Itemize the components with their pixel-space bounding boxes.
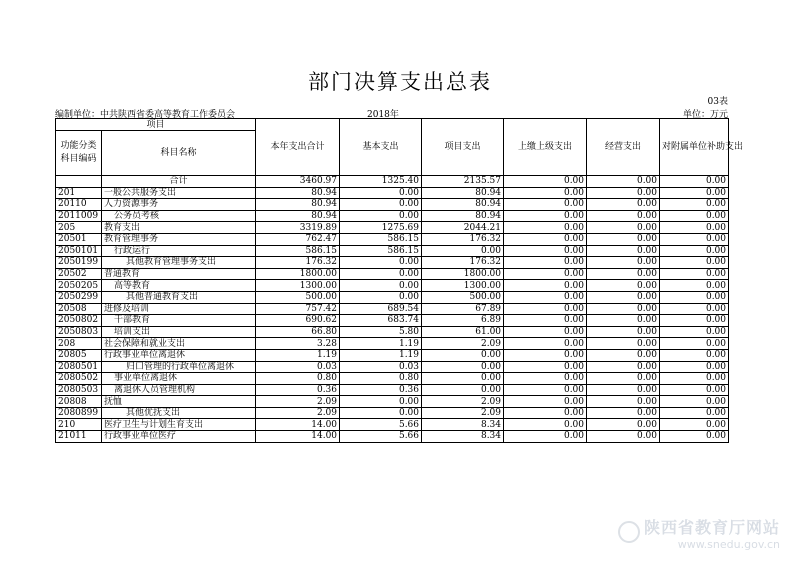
cell-upper: 0.00 bbox=[504, 373, 587, 385]
cell-name: 进修及培训 bbox=[102, 303, 256, 315]
cell-code bbox=[56, 176, 102, 188]
cell-project: 2135.57 bbox=[422, 176, 504, 188]
cell-subsidy: 0.00 bbox=[660, 245, 729, 257]
header-subsidy: 对附属单位补助支出 bbox=[660, 119, 729, 176]
cell-subsidy: 0.00 bbox=[660, 373, 729, 385]
report-year: 2018年 bbox=[367, 110, 399, 120]
table-row bbox=[56, 315, 729, 327]
header-total: 本年支出合计 bbox=[256, 119, 340, 176]
cell-business: 0.00 bbox=[587, 315, 660, 327]
cell-code: 2050199 bbox=[56, 257, 102, 269]
cell-upper: 0.00 bbox=[504, 315, 587, 327]
cell-upper: 0.00 bbox=[504, 233, 587, 245]
cell-total: 2.09 bbox=[256, 396, 340, 408]
cell-total: 1800.00 bbox=[256, 268, 340, 280]
cell-project: 2.09 bbox=[422, 407, 504, 419]
cell-subsidy: 0.00 bbox=[660, 349, 729, 361]
table-row bbox=[56, 349, 729, 361]
org-label: 编制单位：中共陕西省委高等教育工作委员会 bbox=[55, 110, 236, 120]
cell-total: 14.00 bbox=[256, 419, 340, 431]
cell-code: 201 bbox=[56, 187, 102, 199]
cell-total: 2.09 bbox=[256, 407, 340, 419]
cell-upper: 0.00 bbox=[504, 176, 587, 188]
cell-code: 2050205 bbox=[56, 280, 102, 292]
cell-total: 690.62 bbox=[256, 315, 340, 327]
cell-business: 0.00 bbox=[587, 291, 660, 303]
cell-code: 20805 bbox=[56, 349, 102, 361]
cell-code: 2080502 bbox=[56, 373, 102, 385]
cell-project: 6.89 bbox=[422, 315, 504, 327]
cell-subsidy: 0.00 bbox=[660, 303, 729, 315]
cell-name: 社会保障和就业支出 bbox=[102, 338, 256, 350]
cell-name: 普通教育 bbox=[102, 268, 256, 280]
table-row bbox=[56, 419, 729, 431]
cell-project: 80.94 bbox=[422, 210, 504, 222]
table-row bbox=[56, 326, 729, 338]
cell-project: 2.09 bbox=[422, 396, 504, 408]
cell-basic: 0.00 bbox=[340, 396, 422, 408]
cell-subsidy: 0.00 bbox=[660, 257, 729, 269]
cell-basic: 1325.40 bbox=[340, 176, 422, 188]
cell-total: 3319.89 bbox=[256, 222, 340, 234]
cell-subsidy: 0.00 bbox=[660, 210, 729, 222]
cell-upper: 0.00 bbox=[504, 245, 587, 257]
cell-name: 干部教育 bbox=[102, 315, 256, 327]
cell-project: 2044.21 bbox=[422, 222, 504, 234]
cell-total: 3460.97 bbox=[256, 176, 340, 188]
table-row bbox=[56, 338, 729, 350]
cell-subsidy: 0.00 bbox=[660, 280, 729, 292]
cell-upper: 0.00 bbox=[504, 280, 587, 292]
cell-code: 20502 bbox=[56, 268, 102, 280]
cell-subsidy: 0.00 bbox=[660, 384, 729, 396]
cell-upper: 0.00 bbox=[504, 199, 587, 211]
cell-project: 8.34 bbox=[422, 431, 504, 443]
cell-code: 21011 bbox=[56, 431, 102, 443]
header-basic: 基本支出 bbox=[340, 119, 422, 176]
cell-basic: 586.15 bbox=[340, 233, 422, 245]
cell-upper: 0.00 bbox=[504, 303, 587, 315]
cell-upper: 0.00 bbox=[504, 396, 587, 408]
cell-project: 67.89 bbox=[422, 303, 504, 315]
cell-business: 0.00 bbox=[587, 187, 660, 199]
table-row-total bbox=[56, 176, 729, 188]
cell-project: 500.00 bbox=[422, 291, 504, 303]
cell-project: 61.00 bbox=[422, 326, 504, 338]
cell-total: 3.28 bbox=[256, 338, 340, 350]
cell-code: 2050299 bbox=[56, 291, 102, 303]
cell-name: 其他教育管理事务支出 bbox=[102, 257, 256, 269]
cell-code: 210 bbox=[56, 419, 102, 431]
cell-business: 0.00 bbox=[587, 431, 660, 443]
cell-basic: 689.54 bbox=[340, 303, 422, 315]
cell-business: 0.00 bbox=[587, 373, 660, 385]
table-row bbox=[56, 396, 729, 408]
cell-subsidy: 0.00 bbox=[660, 396, 729, 408]
cell-name: 事业单位离退休 bbox=[102, 373, 256, 385]
table-row bbox=[56, 373, 729, 385]
watermark-url: www.snedu.gov.cn bbox=[677, 538, 780, 551]
cell-name: 公务员考核 bbox=[102, 210, 256, 222]
unit-label: 单位：万元 bbox=[682, 110, 728, 120]
cell-upper: 0.00 bbox=[504, 268, 587, 280]
cell-code: 20110 bbox=[56, 199, 102, 211]
cell-upper: 0.00 bbox=[504, 349, 587, 361]
cell-name: 归口管理的行政单位离退休 bbox=[102, 361, 256, 373]
cell-basic: 0.00 bbox=[340, 268, 422, 280]
table-row bbox=[56, 222, 729, 234]
cell-upper: 0.00 bbox=[504, 210, 587, 222]
cell-basic: 1.19 bbox=[340, 338, 422, 350]
cell-total: 500.00 bbox=[256, 291, 340, 303]
cell-total: 0.80 bbox=[256, 373, 340, 385]
cell-total: 176.32 bbox=[256, 257, 340, 269]
cell-basic: 0.00 bbox=[340, 291, 422, 303]
cell-basic: 586.15 bbox=[340, 245, 422, 257]
cell-code: 205 bbox=[56, 222, 102, 234]
cell-basic: 5.66 bbox=[340, 419, 422, 431]
cell-code: 20501 bbox=[56, 233, 102, 245]
cell-project: 1800.00 bbox=[422, 268, 504, 280]
cell-code: 2050803 bbox=[56, 326, 102, 338]
cell-total: 14.00 bbox=[256, 431, 340, 443]
cell-total: 0.03 bbox=[256, 361, 340, 373]
page-title: 部门决算支出总表 bbox=[308, 70, 492, 94]
cell-total: 80.94 bbox=[256, 210, 340, 222]
cell-total: 1300.00 bbox=[256, 280, 340, 292]
cell-upper: 0.00 bbox=[504, 326, 587, 338]
cell-name: 高等教育 bbox=[102, 280, 256, 292]
cell-upper: 0.00 bbox=[504, 291, 587, 303]
cell-basic: 683.74 bbox=[340, 315, 422, 327]
header-upper: 上缴上级支出 bbox=[504, 119, 587, 176]
cell-project: 0.00 bbox=[422, 245, 504, 257]
table-row bbox=[56, 291, 729, 303]
cell-subsidy: 0.00 bbox=[660, 222, 729, 234]
cell-name: 人力资源事务 bbox=[102, 199, 256, 211]
cell-name: 培训支出 bbox=[102, 326, 256, 338]
cell-project: 2.09 bbox=[422, 338, 504, 350]
cell-project: 176.32 bbox=[422, 233, 504, 245]
cell-project: 0.00 bbox=[422, 384, 504, 396]
cell-basic: 1.19 bbox=[340, 349, 422, 361]
cell-upper: 0.00 bbox=[504, 361, 587, 373]
table-code: 03表 bbox=[707, 97, 728, 107]
cell-basic: 0.00 bbox=[340, 280, 422, 292]
cell-total: 0.36 bbox=[256, 384, 340, 396]
cell-subsidy: 0.00 bbox=[660, 291, 729, 303]
cell-basic: 0.80 bbox=[340, 373, 422, 385]
cell-project: 0.00 bbox=[422, 361, 504, 373]
cell-basic: 0.00 bbox=[340, 210, 422, 222]
table-row bbox=[56, 233, 729, 245]
cell-upper: 0.00 bbox=[504, 257, 587, 269]
table-row bbox=[56, 361, 729, 373]
cell-subsidy: 0.00 bbox=[660, 407, 729, 419]
cell-upper: 0.00 bbox=[504, 187, 587, 199]
cell-basic: 1275.69 bbox=[340, 222, 422, 234]
cell-name: 其他普通教育支出 bbox=[102, 291, 256, 303]
cell-code: 2080503 bbox=[56, 384, 102, 396]
cell-subsidy: 0.00 bbox=[660, 187, 729, 199]
cell-subsidy: 0.00 bbox=[660, 326, 729, 338]
table-row bbox=[56, 431, 729, 443]
cell-name: 行政运行 bbox=[102, 245, 256, 257]
cell-business: 0.00 bbox=[587, 233, 660, 245]
cell-name: 一般公共服务支出 bbox=[102, 187, 256, 199]
cell-basic: 0.03 bbox=[340, 361, 422, 373]
cell-business: 0.00 bbox=[587, 280, 660, 292]
table-row bbox=[56, 210, 729, 222]
header-item-group: 项目 bbox=[56, 119, 256, 131]
cell-code: 2011009 bbox=[56, 210, 102, 222]
cell-subsidy: 0.00 bbox=[660, 199, 729, 211]
cell-basic: 0.00 bbox=[340, 199, 422, 211]
table-row bbox=[56, 303, 729, 315]
cell-subsidy: 0.00 bbox=[660, 176, 729, 188]
cell-upper: 0.00 bbox=[504, 419, 587, 431]
cell-basic: 0.00 bbox=[340, 407, 422, 419]
cell-business: 0.00 bbox=[587, 419, 660, 431]
cell-business: 0.00 bbox=[587, 326, 660, 338]
cell-name: 离退休人员管理机构 bbox=[102, 384, 256, 396]
cell-total: 66.80 bbox=[256, 326, 340, 338]
expenditure-table bbox=[55, 118, 744, 443]
cell-name: 行政事业单位医疗 bbox=[102, 431, 256, 443]
header-project: 项目支出 bbox=[422, 119, 504, 176]
cell-project: 8.34 bbox=[422, 419, 504, 431]
watermark bbox=[644, 515, 780, 551]
cell-name: 教育支出 bbox=[102, 222, 256, 234]
cell-total: 80.94 bbox=[256, 187, 340, 199]
cell-subsidy: 0.00 bbox=[660, 361, 729, 373]
cell-business: 0.00 bbox=[587, 268, 660, 280]
cell-upper: 0.00 bbox=[504, 338, 587, 350]
cell-subsidy: 0.00 bbox=[660, 419, 729, 431]
table-row bbox=[56, 199, 729, 211]
cell-code: 20808 bbox=[56, 396, 102, 408]
cell-subsidy: 0.00 bbox=[660, 431, 729, 443]
table-row bbox=[56, 280, 729, 292]
cell-name: 医疗卫生与计划生育支出 bbox=[102, 419, 256, 431]
table-row bbox=[56, 245, 729, 257]
cell-subsidy: 0.00 bbox=[660, 338, 729, 350]
cell-upper: 0.00 bbox=[504, 407, 587, 419]
cell-business: 0.00 bbox=[587, 257, 660, 269]
cell-name: 教育管理事务 bbox=[102, 233, 256, 245]
cell-business: 0.00 bbox=[587, 396, 660, 408]
cell-business: 0.00 bbox=[587, 384, 660, 396]
cell-code: 2080899 bbox=[56, 407, 102, 419]
cell-upper: 0.00 bbox=[504, 431, 587, 443]
cell-basic: 5.66 bbox=[340, 431, 422, 443]
cell-business: 0.00 bbox=[587, 338, 660, 350]
table-row bbox=[56, 384, 729, 396]
table-row bbox=[56, 268, 729, 280]
table-row bbox=[56, 407, 729, 419]
cell-code: 208 bbox=[56, 338, 102, 350]
cell-upper: 0.00 bbox=[504, 222, 587, 234]
cell-basic: 0.36 bbox=[340, 384, 422, 396]
cell-name: 合计 bbox=[102, 176, 256, 188]
cell-code: 2080501 bbox=[56, 361, 102, 373]
cell-project: 0.00 bbox=[422, 373, 504, 385]
cell-total: 757.42 bbox=[256, 303, 340, 315]
header-business: 经营支出 bbox=[587, 119, 660, 176]
cell-business: 0.00 bbox=[587, 176, 660, 188]
cell-business: 0.00 bbox=[587, 361, 660, 373]
cell-business: 0.00 bbox=[587, 349, 660, 361]
cell-project: 80.94 bbox=[422, 199, 504, 211]
watermark-seal-icon bbox=[618, 521, 640, 543]
cell-project: 0.00 bbox=[422, 349, 504, 361]
cell-name: 其他优抚支出 bbox=[102, 407, 256, 419]
header-name: 科目名称 bbox=[102, 131, 256, 176]
cell-basic: 0.00 bbox=[340, 187, 422, 199]
table-row bbox=[56, 257, 729, 269]
header-code: 功能分类科目编码 bbox=[56, 131, 102, 176]
cell-total: 80.94 bbox=[256, 199, 340, 211]
cell-name: 行政事业单位离退休 bbox=[102, 349, 256, 361]
cell-basic: 0.00 bbox=[340, 257, 422, 269]
cell-subsidy: 0.00 bbox=[660, 315, 729, 327]
cell-name: 抚恤 bbox=[102, 396, 256, 408]
cell-project: 1300.00 bbox=[422, 280, 504, 292]
cell-subsidy: 0.00 bbox=[660, 233, 729, 245]
cell-business: 0.00 bbox=[587, 303, 660, 315]
cell-total: 586.15 bbox=[256, 245, 340, 257]
cell-business: 0.00 bbox=[587, 210, 660, 222]
cell-total: 1.19 bbox=[256, 349, 340, 361]
cell-code: 20508 bbox=[56, 303, 102, 315]
cell-upper: 0.00 bbox=[504, 384, 587, 396]
cell-business: 0.00 bbox=[587, 222, 660, 234]
cell-business: 0.00 bbox=[587, 245, 660, 257]
cell-business: 0.00 bbox=[587, 407, 660, 419]
watermark-name: 陕西省教育厅网站 bbox=[643, 518, 780, 537]
table-body bbox=[56, 176, 729, 443]
cell-project: 80.94 bbox=[422, 187, 504, 199]
table-row bbox=[56, 187, 729, 199]
cell-project: 176.32 bbox=[422, 257, 504, 269]
cell-code: 2050802 bbox=[56, 315, 102, 327]
cell-subsidy: 0.00 bbox=[660, 268, 729, 280]
cell-business: 0.00 bbox=[587, 199, 660, 211]
cell-total: 762.47 bbox=[256, 233, 340, 245]
cell-basic: 5.80 bbox=[340, 326, 422, 338]
cell-code: 2050101 bbox=[56, 245, 102, 257]
